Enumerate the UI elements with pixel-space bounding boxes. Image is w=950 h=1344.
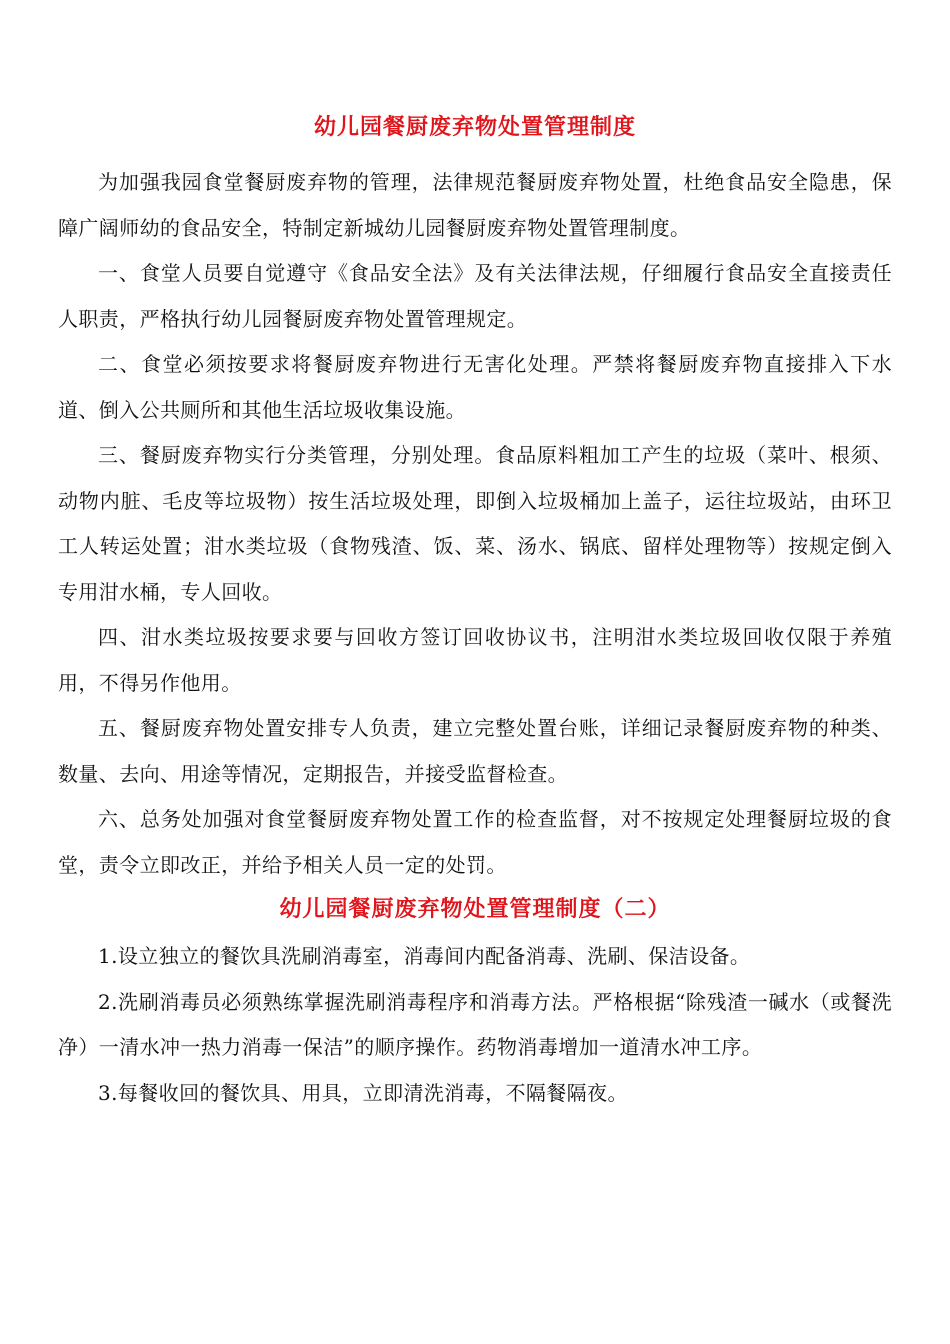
document-title: 幼儿园餐厨废弃物处置管理制度 xyxy=(313,114,636,140)
paragraph-item-6: 六、总务处加强对食堂餐厨废弃物处置工作的检查监督，对不按规定处理餐厨垃圾的食堂，责令立即改正，并给予相关人员一定的处罚。 xyxy=(58,807,892,877)
paragraph-item-3: 三、餐厨废弃物实行分类管理，分别处理。食品原料粗加工产生的垃圾（菜叶、根须、动物内脏、毛皮等垃圾物）按生活垃圾处理，即倒入垃圾桶加上盖子，运往垃圾站，由环卫工人转运处置；泔水类垃圾（食物残渣、饭、菜、汤水、锅底、留样处理物等）按规定倒入专用泔水桶，专人回收。 xyxy=(58,443,892,604)
paragraph-item-1: 一、食堂人员要自觉遵守《食品安全法》及有关法律法规，仔细履行食品安全直接责任人职责，严格执行幼儿园餐厨废弃物处置管理规定。 xyxy=(58,261,892,331)
paragraph-rule-1: 1.设立独立的餐饮具洗刷消毒室，消毒间内配备消毒、洗刷、保洁设备。 xyxy=(98,944,751,968)
paragraph-item-4: 四、泔水类垃圾按要求要与回收方签订回收协议书，注明泔水类垃圾回收仅限于养殖用，不得另作他用。 xyxy=(58,625,892,695)
section-two xyxy=(58,934,892,1116)
section-one xyxy=(58,160,892,888)
paragraph-rule-3: 3.每餐收回的餐饮具、用具，立即清洗消毒，不隔餐隔夜。 xyxy=(98,1080,628,1105)
paragraph-intro: 为加强我园食堂餐厨废弃物的管理，法律规范餐厨废弃物处置，杜绝食品安全隐患，保障广阔师幼的食品安全，特制定新城幼儿园餐厨废弃物处置管理制度。 xyxy=(58,170,892,240)
paragraph-item-2: 二、食堂必须按要求将餐厨废弃物进行无害化处理。严禁将餐厨废弃物直接排入下水道、倒入公共厕所和其他生活垃圾收集设施。 xyxy=(58,352,892,422)
paragraph-rule-2: 2.洗刷消毒员必须熟练掌握洗刷消毒程序和消毒方法。严格根据“除残渣一碱水（或餐洗净）一清水冲一热力消毒一保洁”的顺序操作。药物消毒增加一道清水冲工序。 xyxy=(58,989,892,1059)
paragraph-item-5: 五、餐厨废弃物处置安排专人负责，建立完整处置台账，详细记录餐厨废弃物的种类、数量、去向、用途等情况，定期报告，并接受监督检查。 xyxy=(58,716,892,786)
section-two-title: 幼儿园餐厨废弃物处置管理制度（二） xyxy=(279,896,671,922)
